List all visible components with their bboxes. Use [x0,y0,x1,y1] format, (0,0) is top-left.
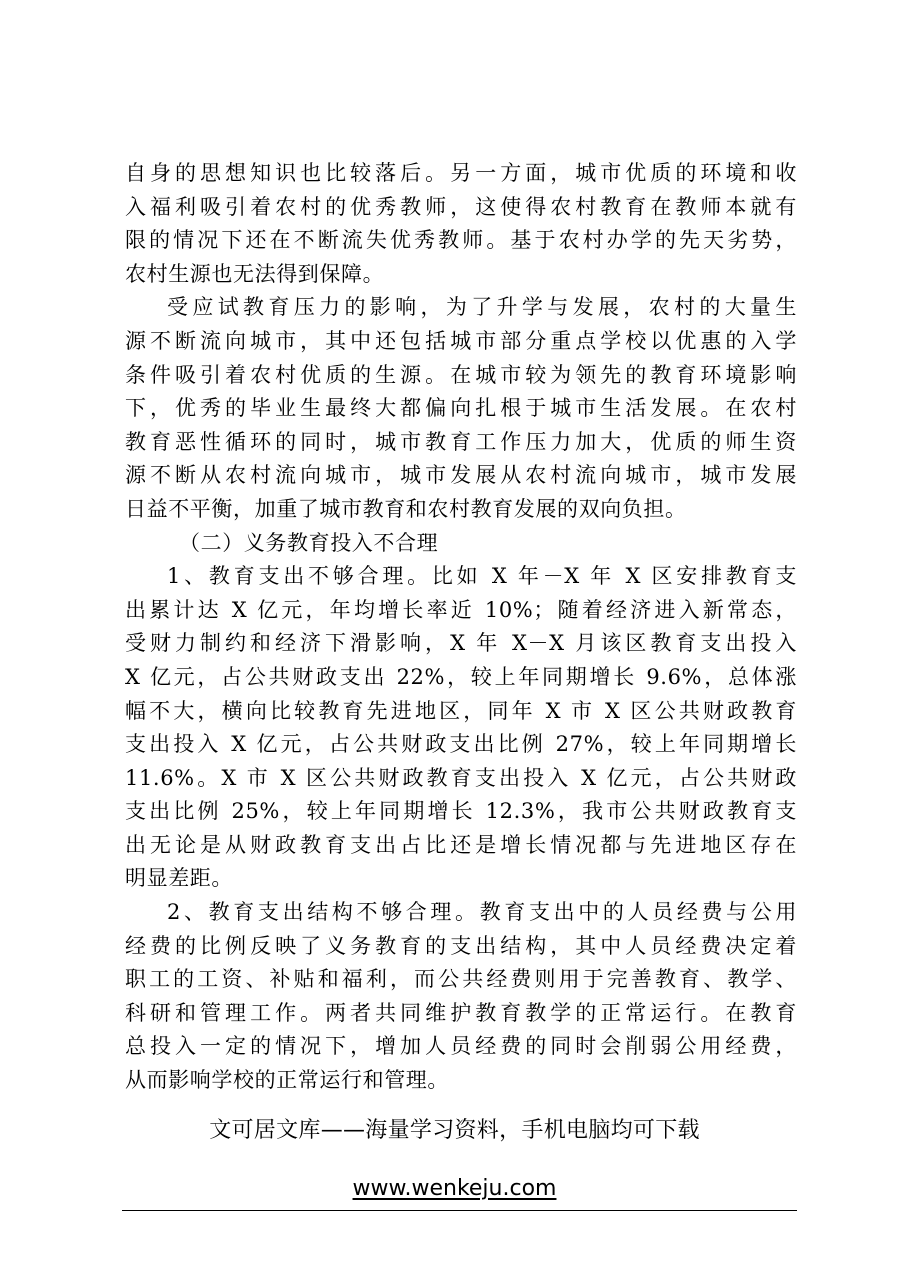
text-line: 明显差距。 [125,866,233,891]
text-line: 职工的工资、补贴和福利，而公共经费则用于完善教育、教学、 [125,967,797,992]
text-line: 入福利吸引着农村的优秀教师，这使得农村教育在教师本就有 [125,194,797,219]
text-line: 1、教育支出不够合理。比如 X 年－X 年 X 区安排教育支 [167,564,797,589]
paragraph-3 [125,560,797,896]
text-line: 幅不大，横向比较教育先进地区，同年 X 市 X 区公共财政教育 [125,698,797,723]
document-body [125,157,797,1098]
footer-divider [122,1210,797,1211]
text-line: 总投入一定的情况下，增加人员经费的同时会削弱公用经费， [125,1034,797,1059]
footer-title: 文可居文库——海量学习资料，手机电脑均可下载 [209,1118,700,1143]
text-line: X 亿元，占公共财政支出 22%，较上年同期增长 9.6%，总体涨 [125,664,797,689]
text-line: 条件吸引着农村优质的生源。在城市较为领先的教育环境影响 [125,362,797,387]
text-line: 经费的比例反映了义务教育的支出结构，其中人员经费决定着 [125,933,797,958]
text-line: 从而影响学校的正常运行和管理。 [125,1068,449,1093]
text-line: 限的情况下还在不断流失优秀教师。基于农村办学的先天劣势， [125,228,797,253]
text-line: 出无论是从财政教育支出占比还是增长情况都与先进地区存在 [125,832,797,857]
text-line: 2、教育支出结构不够合理。教育支出中的人员经费与公用 [167,900,797,925]
text-line: 受应试教育压力的影响，为了升学与发展，农村的大量生 [167,295,797,320]
text-line: 农村生源也无法得到保障。 [125,261,385,286]
section-heading: （二）义务教育投入不合理 [179,530,439,555]
text-line: 11.6%。X 市 X 区公共财政教育支出投入 X 亿元，占公共财政 [125,765,797,790]
text-line: 自身的思想知识也比较落后。另一方面，城市优质的环境和收 [125,161,797,185]
paragraph-4 [125,896,797,1098]
text-line: 教育恶性循环的同时，城市教育工作压力加大，优质的师生资 [125,429,797,454]
text-line: 科研和管理工作。两者共同维护教育教学的正常运行。在教育 [125,1000,797,1025]
text-line: 源不断流向城市，其中还包括城市部分重点学校以优惠的入学 [125,328,797,353]
text-line: 源不断从农村流向城市，城市发展从农村流向城市，城市发展 [125,463,797,488]
text-line: 支出比例 25%，较上年同期增长 12.3%，我市公共财政教育支 [125,799,797,824]
text-line: 下，优秀的毕业生最终大都偏向扎根于城市生活发展。在农村 [125,396,797,421]
text-line: 出累计达 X 亿元，年均增长率近 10%；随着经济进入新常态， [125,597,797,622]
paragraph-1 [125,157,797,291]
text-line: 受财力制约和经济下滑影响，X 年 X－X 月该区教育支出投入 [125,631,797,656]
footer-url-link[interactable]: www.wenkeju.com [352,1176,557,1201]
paragraph-2 [125,291,797,526]
text-line: 支出投入 X 亿元，占公共财政支出比例 27%，较上年同期增长 [125,732,797,757]
text-line: 日益不平衡，加重了城市教育和农村教育发展的双向负担。 [125,496,687,521]
footer-url-line [0,1172,909,1206]
